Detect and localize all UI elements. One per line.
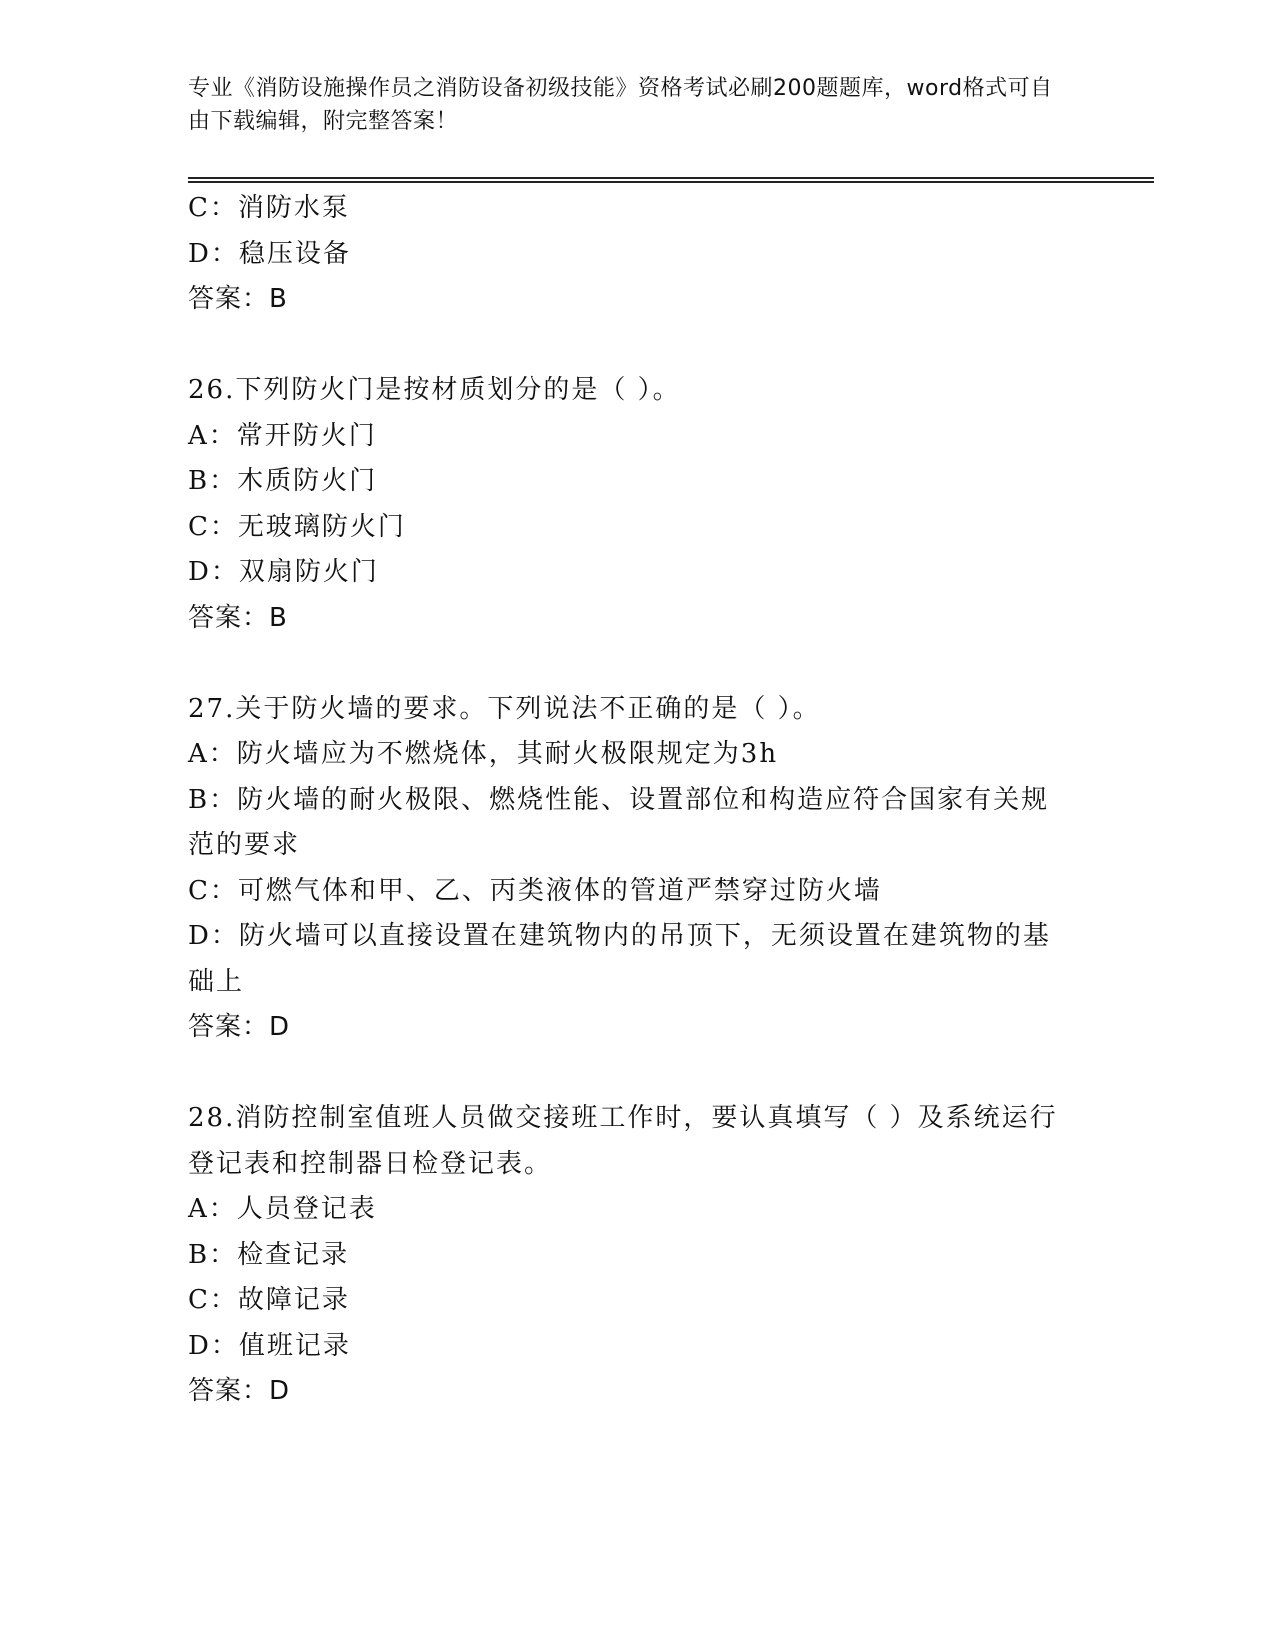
option-c: C：消防水泵	[188, 193, 350, 223]
option-d: D：双扇防火门	[188, 557, 379, 587]
option-b: B：木质防火门	[188, 466, 378, 496]
answer-line: 答案：D	[188, 1012, 291, 1042]
question-stem: 26.下列防火门是按材质划分的是（ ）。	[188, 375, 681, 405]
option-a: A：人员登记表	[188, 1194, 377, 1224]
option-c: C：故障记录	[188, 1285, 350, 1315]
question-26	[188, 368, 1068, 641]
question-gap	[188, 641, 1068, 687]
option-d: D：稳压设备	[188, 238, 351, 269]
option-b: B：检查记录	[188, 1239, 350, 1270]
header-rule-top	[188, 177, 1154, 179]
question-stem: 27.关于防火墙的要求。下列说法不正确的是（ ）。	[188, 693, 821, 724]
option-a: A：常开防火门	[188, 420, 377, 451]
question-28	[188, 1096, 1068, 1415]
previous-question-tail	[188, 186, 1068, 323]
option-d: D：值班记录	[188, 1330, 351, 1361]
option-a: A：防火墙应为不燃烧体，其耐火极限规定为3h	[188, 739, 779, 769]
answer-line: 答案：B	[188, 284, 288, 314]
document-header: 专业《消防设施操作员之消防设备初级技能》资格考试必刷200题题库，word格式可自由下载编辑，附完整答案！	[188, 76, 1053, 134]
question-content	[188, 186, 1068, 1415]
option-b: B：防火墙的耐火极限、燃烧性能、设置部位和构造应符合国家有关规范的要求	[188, 784, 1050, 860]
question-27	[188, 687, 1068, 1051]
answer-line: 答案：B	[188, 602, 288, 633]
answer-line: 答案：D	[188, 1376, 291, 1406]
question-gap	[188, 323, 1068, 369]
question-stem: 28.消防控制室值班人员做交接班工作时，要认真填写（ ）及系统运行登记表和控制器日检登记表。	[188, 1103, 1058, 1179]
option-c: C：可燃气体和甲、乙、丙类液体的管道严禁穿过防火墙	[188, 875, 882, 906]
option-d: D：防火墙可以直接设置在建筑物内的吊顶下，无须设置在建筑物的基础上	[188, 921, 1051, 997]
header-rule-bottom	[188, 181, 1154, 183]
option-c: C：无玻璃防火门	[188, 511, 406, 542]
question-gap	[188, 1051, 1068, 1097]
